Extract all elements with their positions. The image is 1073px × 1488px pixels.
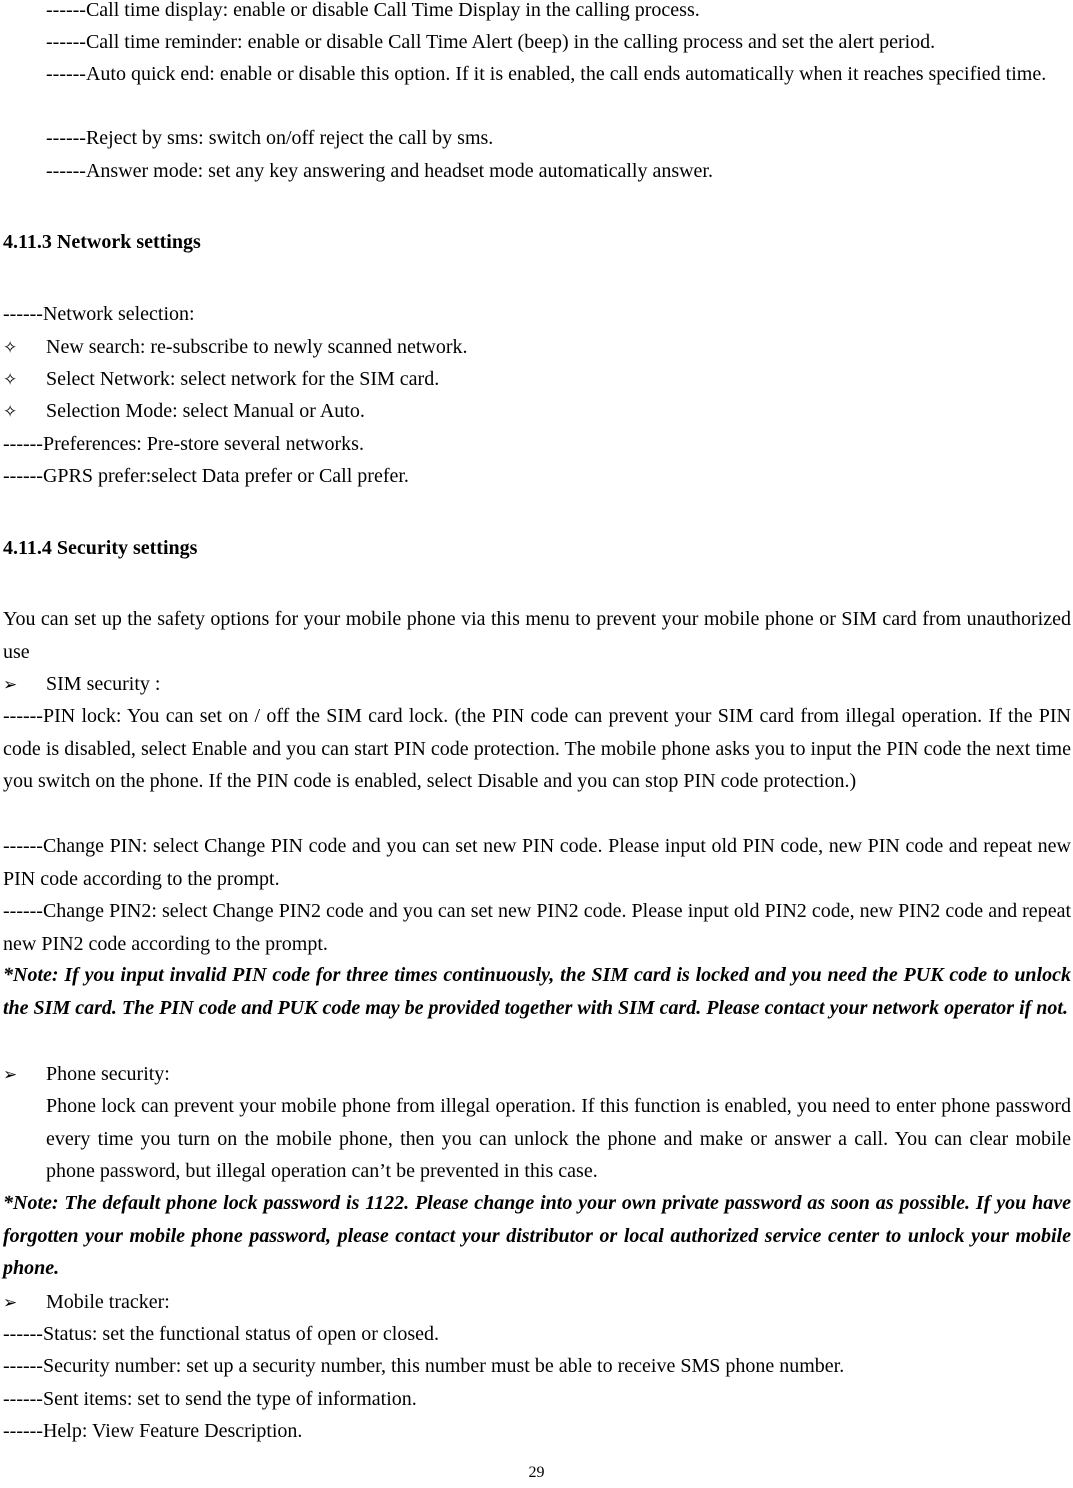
- select-network-item: Select Network: select network for the SIM card.: [46, 368, 440, 390]
- security-number-item: ------Security number: set up a security number, this number must be able to receive SMS phone number.: [3, 1355, 845, 1377]
- new-search-item: New search: re-subscribe to newly scanned network.: [46, 336, 468, 358]
- security-settings-heading: 4.11.4 Security settings: [3, 537, 198, 559]
- phone-security-label: Phone security:: [46, 1063, 170, 1085]
- change-pin2-paragraph: ------Change PIN2: select Change PIN2 code and you can set new PIN2 code. Please input old PIN2 code, new PIN2 code and repeat new PIN2 code according to the prompt.: [3, 900, 1071, 955]
- change-pin-paragraph: ------Change PIN: select Change PIN code and you can set new PIN code. Please input old PIN code, new PIN code and repeat new PIN code according to the prompt.: [3, 835, 1071, 890]
- puk-note-paragraph: *Note: If you input invalid PIN code for three times continuously, the SIM card is locked and you need the PUK code to unlock the SIM card. The PIN code and PUK code may be provided together with SIM card. Please contact your network operator if not.: [3, 964, 1071, 1019]
- network-selection-item: ------Network selection:: [3, 303, 195, 325]
- diamond-bullet-icon: ✧: [3, 338, 18, 358]
- call-time-display-item: ------Call time display: enable or disable Call Time Display in the calling process.: [46, 0, 700, 21]
- answer-mode-item: ------Answer mode: set any key answering and headset mode automatically answer.: [46, 160, 713, 182]
- arrow-bullet-icon: ➢: [3, 1065, 18, 1085]
- reject-by-sms-item: ------Reject by sms: switch on/off reject the call by sms.: [46, 127, 494, 149]
- help-item: ------Help: View Feature Description.: [3, 1420, 303, 1442]
- gprs-prefer-item: ------GPRS prefer:select Data prefer or Call prefer.: [3, 465, 409, 487]
- default-password-note: *Note: The default phone lock password is 1122. Please change into your own private password as soon as possible. If you have forgotten your mobile phone password, please contact your distributor or local authorized service center to unlock your mobile phone.: [3, 1192, 1071, 1279]
- sent-items-item: ------Sent items: set to send the type of information.: [3, 1388, 417, 1410]
- phone-security-description: Phone lock can prevent your mobile phone from illegal operation. If this function is enabled, you need to enter phone password every time you turn on the mobile phone, then you can unlock the phone and make or answer a call. You can clear mobile phone password, but illegal operation can’t be prevented in this case.: [46, 1095, 1071, 1182]
- selection-mode-item: Selection Mode: select Manual or Auto.: [46, 400, 365, 422]
- page-number: 29: [528, 1464, 545, 1481]
- preferences-item: ------Preferences: Pre-store several networks.: [3, 433, 364, 455]
- mobile-tracker-label: Mobile tracker:: [46, 1291, 170, 1313]
- tracker-status-item: ------Status: set the functional status of open or closed.: [3, 1323, 439, 1345]
- call-time-reminder-item: ------Call time reminder: enable or disable Call Time Alert (beep) in the calling process and set the alert period.: [46, 31, 936, 53]
- security-intro-paragraph: You can set up the safety options for your mobile phone via this menu to prevent your mobile phone or SIM card from unauthorized use: [3, 608, 1071, 663]
- auto-quick-end-item: [46, 58, 1071, 90]
- arrow-bullet-icon: ➢: [3, 1293, 18, 1313]
- arrow-bullet-icon: ➢: [3, 675, 18, 695]
- pin-lock-paragraph: ------PIN lock: You can set on / off the SIM card lock. (the PIN code can prevent your SIM card from illegal operation. If the PIN code is disabled, select Enable and you can start PIN code protection. The mobile phone asks you to input the PIN code the next time you switch on the phone. If the PIN code is enabled, select Disable and you can stop PIN code protection.): [3, 705, 1071, 792]
- diamond-bullet-icon: ✧: [3, 370, 18, 390]
- network-settings-heading: 4.11.3 Network settings: [3, 231, 201, 253]
- sim-security-label: SIM security :: [46, 673, 161, 695]
- auto-quick-end-text: ------Auto quick end: enable or disable this option. If it is enabled, the call ends automatically when it reaches specified time.: [46, 63, 1047, 85]
- diamond-bullet-icon: ✧: [3, 402, 18, 422]
